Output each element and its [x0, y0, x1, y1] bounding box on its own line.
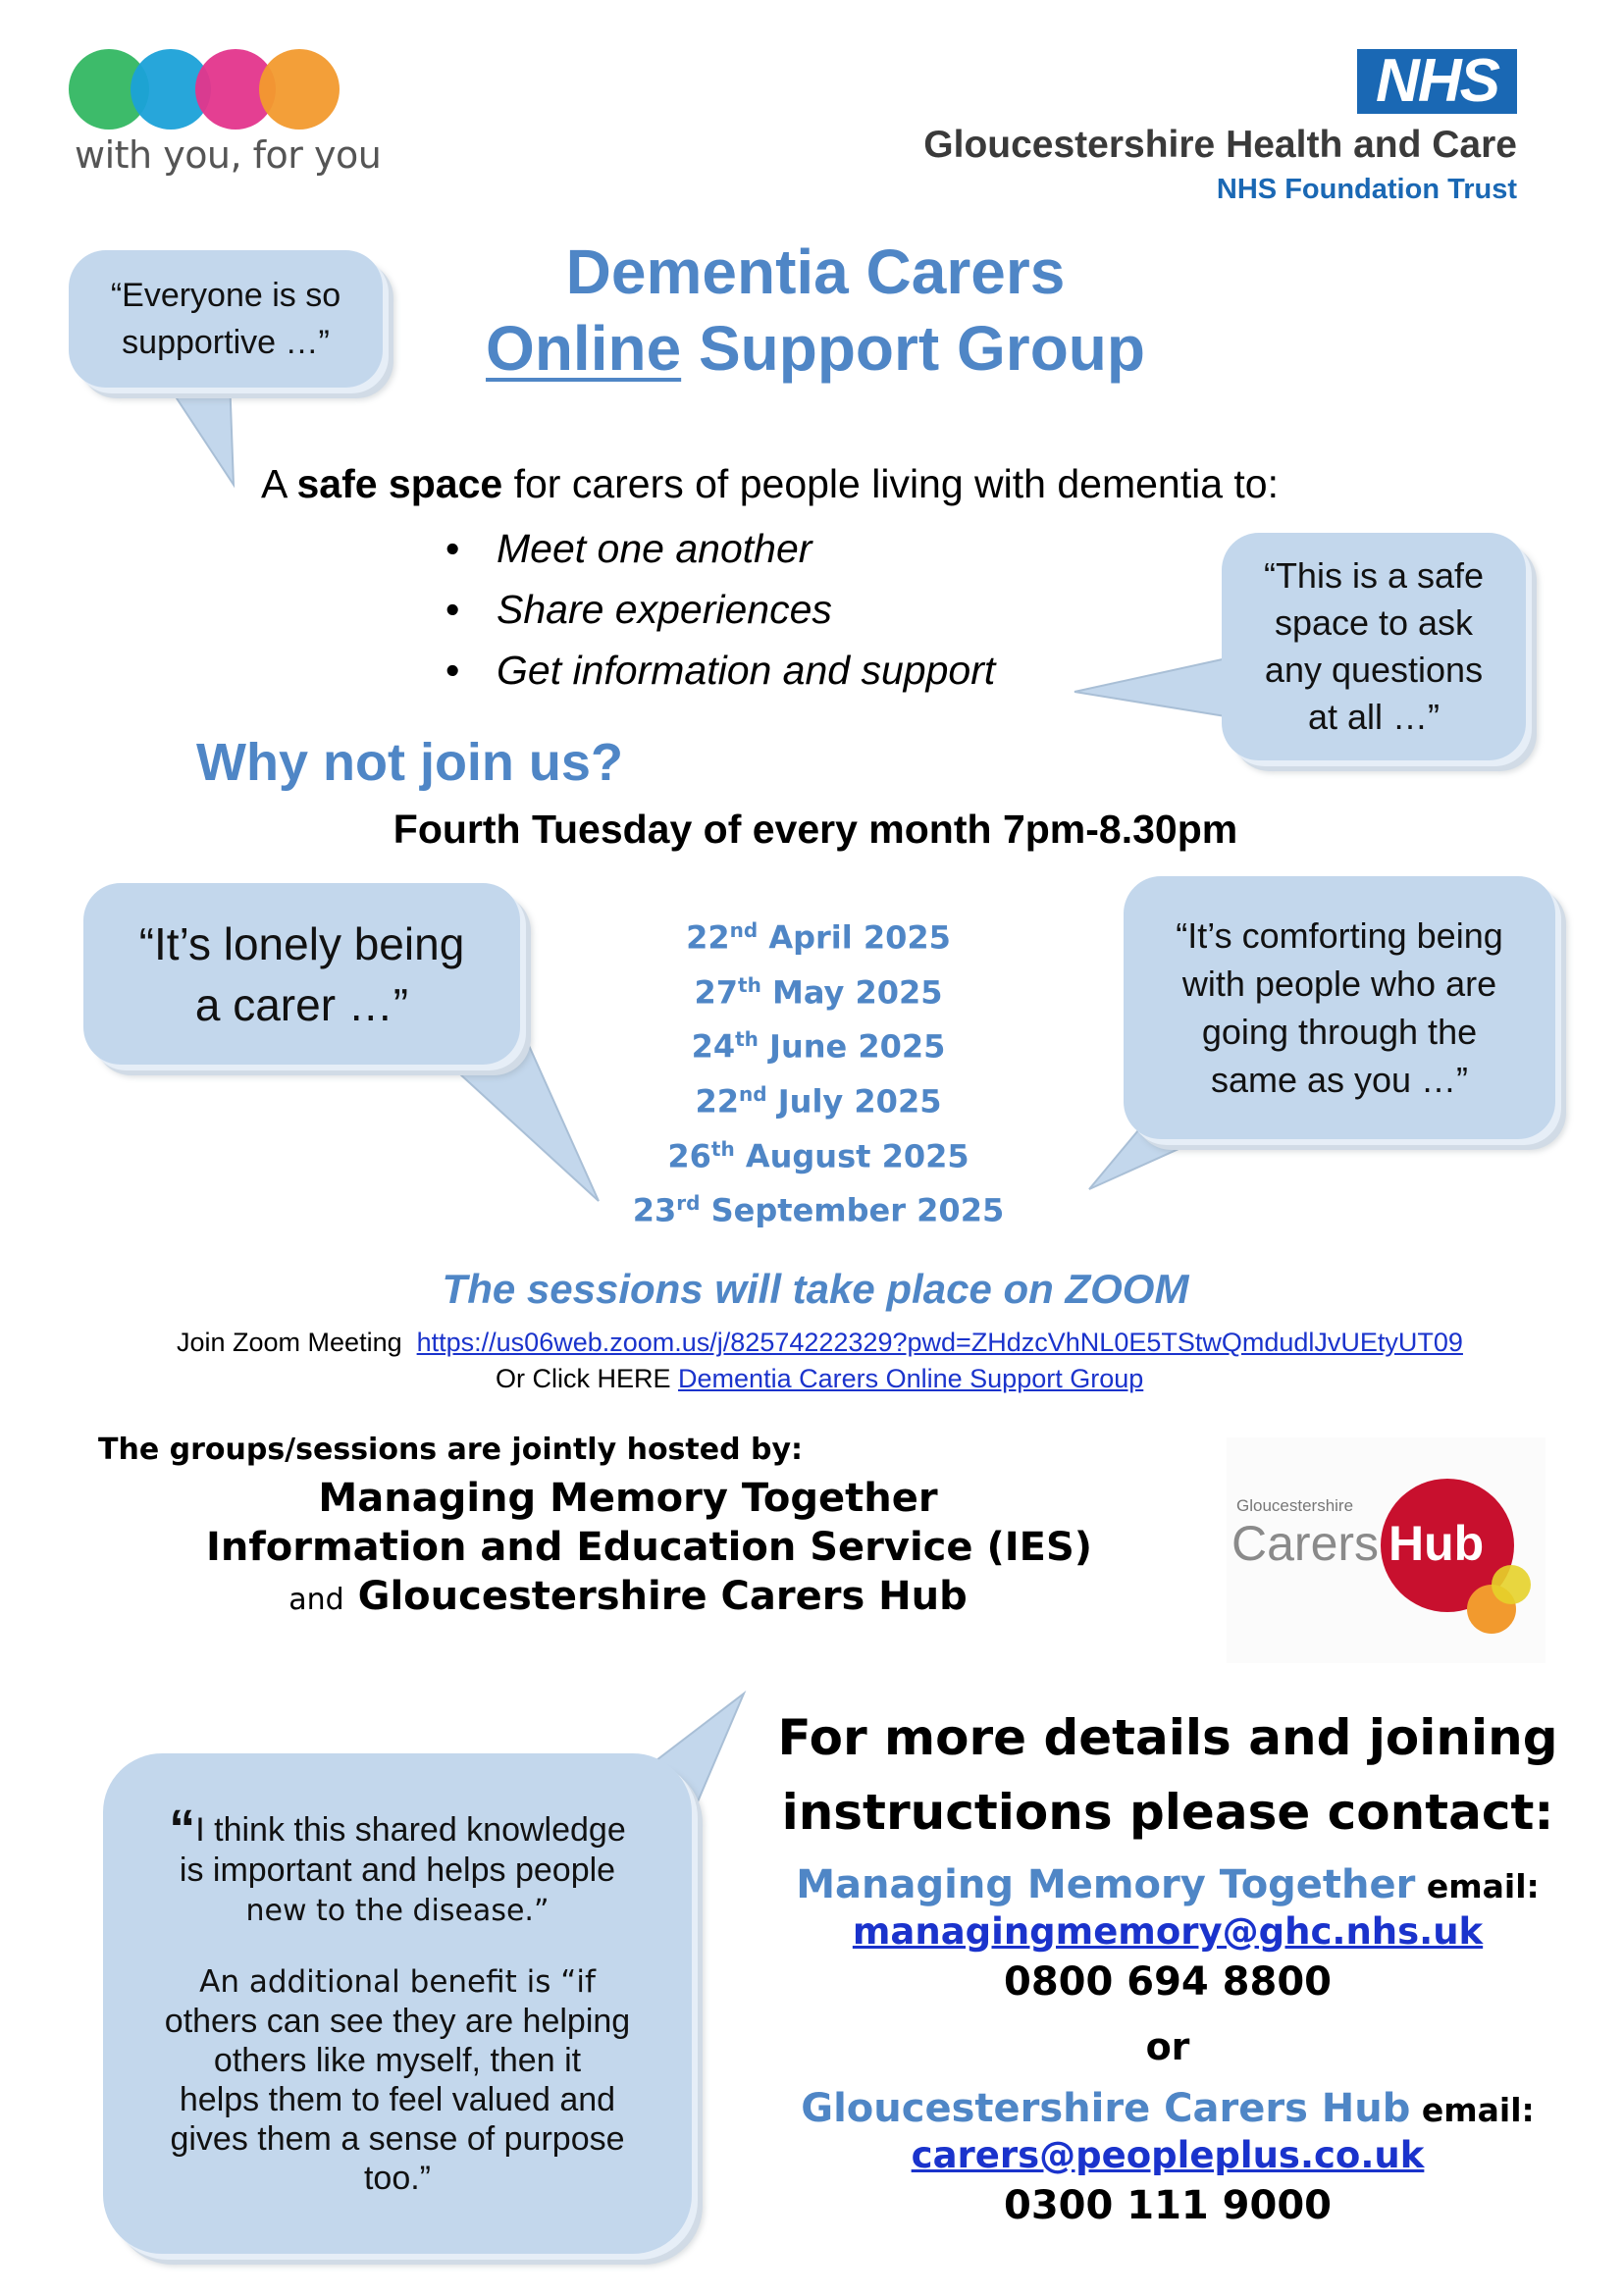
organisation-name: Gloucestershire Health and Care [923, 124, 1517, 166]
zoom-heading: The sessions will take place on ZOOM [442, 1266, 1189, 1312]
date-day: 23 [632, 1191, 677, 1229]
email-label: email: [1415, 1867, 1540, 1905]
hub-hub-text: Hub [1388, 1516, 1485, 1571]
quote-line: An additional benefit is “if [199, 1964, 596, 2000]
quote-line: supportive …” [122, 324, 330, 361]
contact-or: or [1145, 2025, 1190, 2068]
date-month-year: June 2025 [758, 1027, 946, 1066]
host-line: Information and Education Service (IES) [206, 1525, 1093, 1570]
host-line: Managing Memory Together [318, 1476, 938, 1521]
quote-line: gives them a sense of purpose [170, 2120, 625, 2158]
open-quote-mark: “ [169, 1799, 196, 1858]
date-suffix: th [710, 1136, 735, 1161]
quote-line: at all …” [1307, 697, 1441, 737]
zoom-click-line [496, 1364, 1143, 1394]
zoom-click-label: Or Click HERE [496, 1364, 671, 1393]
session-date [550, 907, 1087, 962]
email-label: email: [1410, 2091, 1535, 2129]
quote-bubble-lonely [83, 883, 520, 1065]
intro-suffix: for carers of people living with dementia to: [502, 461, 1279, 506]
session-date [550, 1070, 1087, 1125]
quote-line [169, 1799, 626, 1858]
quote-line: “This is a safe [1263, 555, 1485, 596]
schedule-text: Fourth Tuesday of every month 7pm-8.30pm [393, 807, 1238, 852]
hub-circle-yellow [1492, 1565, 1531, 1604]
organisation-subtitle: NHS Foundation Trust [1216, 174, 1517, 205]
quote-paragraph [165, 1962, 630, 2198]
list-item: • Meet one another [442, 518, 995, 579]
quote-line: too.” [363, 2160, 432, 2197]
contact-org-line [765, 1862, 1570, 1907]
date-month-year: August 2025 [734, 1137, 969, 1175]
title-underlined-word: Online [486, 313, 682, 384]
date-day: 22 [695, 1082, 740, 1121]
quote-line: helps them to feel valued and [179, 2081, 616, 2118]
session-date [550, 1016, 1087, 1070]
nhs-logo: NHS [1357, 49, 1517, 114]
date-suffix: nd [729, 918, 759, 942]
date-suffix: rd [676, 1191, 701, 1216]
host-and: and [288, 1583, 344, 1617]
why-heading: Why not join us? [196, 733, 623, 792]
quote-line: a carer …” [194, 978, 409, 1030]
date-suffix: nd [739, 1081, 767, 1106]
contact-org-name: Managing Memory Together [796, 1862, 1416, 1907]
zoom-group-link[interactable]: Dementia Carers Online Support Group [678, 1364, 1144, 1393]
logo-tagline: with you, for you [75, 133, 382, 177]
intro-bold: safe space [296, 461, 503, 506]
host-name: Gloucestershire Carers Hub [343, 1574, 968, 1619]
contact-email-link[interactable]: carers@peopleplus.co.uk [911, 2134, 1425, 2176]
quote-line: same as you …” [1210, 1060, 1469, 1100]
hub-small-text: Gloucestershire [1236, 1496, 1354, 1515]
with-you-for-you-logo [69, 49, 340, 130]
page-title-line2 [0, 312, 1624, 385]
contact-heading-line: instructions please contact: [781, 1784, 1554, 1841]
list-item: • Get information and support [442, 640, 995, 701]
contact-org-name: Gloucestershire Carers Hub [801, 2086, 1411, 2131]
quote-line: “It’s comforting being [1176, 915, 1503, 956]
logo-circle-orange [259, 49, 340, 130]
contact-phone: 0800 694 8800 [1003, 1959, 1332, 2005]
date-suffix: th [738, 972, 761, 997]
hosts-list [206, 1474, 1093, 1625]
quote-line: others like myself, then it [213, 2042, 582, 2079]
session-dates [550, 907, 1087, 1234]
date-suffix: th [735, 1027, 759, 1052]
contact-details [765, 1862, 1570, 2231]
session-date [550, 962, 1087, 1017]
list-item: • Share experiences [442, 579, 995, 640]
quote-bubble-knowledge [103, 1753, 692, 2254]
quote-bubble-safe-space [1222, 533, 1526, 760]
carers-hub-logo [1227, 1437, 1545, 1663]
zoom-meeting-link[interactable]: https://us06web.zoom.us/j/82574222329?pwd=ZHdzcVhNL0E5TStwQmdudlJvUEtyUT09 [416, 1328, 1463, 1357]
contact-phone: 0300 111 9000 [1003, 2183, 1332, 2228]
session-date [550, 1125, 1087, 1180]
intro-prefix: A [261, 461, 297, 506]
host-line [206, 1572, 1050, 1625]
zoom-join-label: Join Zoom Meeting [177, 1328, 402, 1357]
quote-line: “Everyone is so [110, 277, 341, 314]
date-day: 26 [667, 1137, 711, 1175]
quote-line: “It’s lonely being [138, 917, 465, 969]
contact-heading [765, 1700, 1570, 1850]
quote-bubble-comforting [1124, 876, 1555, 1139]
quote-paragraph [169, 1799, 626, 1931]
zoom-join-line [177, 1328, 1463, 1358]
date-day: 22 [686, 918, 730, 957]
quote-line: is important and helps people [179, 1852, 616, 1889]
date-month-year: July 2025 [766, 1082, 942, 1121]
contact-email-link[interactable]: managingmemory@ghc.nhs.uk [852, 1910, 1484, 1953]
quote-line: others can see they are helping [164, 2003, 631, 2040]
date-day: 24 [691, 1027, 736, 1066]
quote-line: any questions [1264, 650, 1484, 690]
hosted-intro: The groups/sessions are jointly hosted by: [98, 1433, 804, 1467]
quote-line: with people who are [1181, 964, 1497, 1004]
date-month-year: September 2025 [700, 1191, 1005, 1229]
title-rest: Support Group [681, 313, 1145, 384]
contact-org-line [765, 2086, 1570, 2131]
quote-line: space to ask [1274, 602, 1474, 643]
quote-line: new to the disease.” [245, 1894, 550, 1928]
session-date [550, 1179, 1087, 1234]
quote-line: going through the [1201, 1012, 1478, 1052]
page-title-line1: Dementia Carers [565, 236, 1066, 307]
date-month-year: May 2025 [760, 973, 943, 1012]
quote-text: I think this shared knowledge [195, 1811, 626, 1849]
purpose-list [442, 518, 995, 701]
contact-heading-line: For more details and joining [777, 1709, 1558, 1766]
date-day: 27 [694, 973, 739, 1012]
date-month-year: April 2025 [758, 918, 951, 957]
intro-sentence [261, 461, 1279, 507]
hub-carers-text: Carers [1231, 1516, 1380, 1571]
